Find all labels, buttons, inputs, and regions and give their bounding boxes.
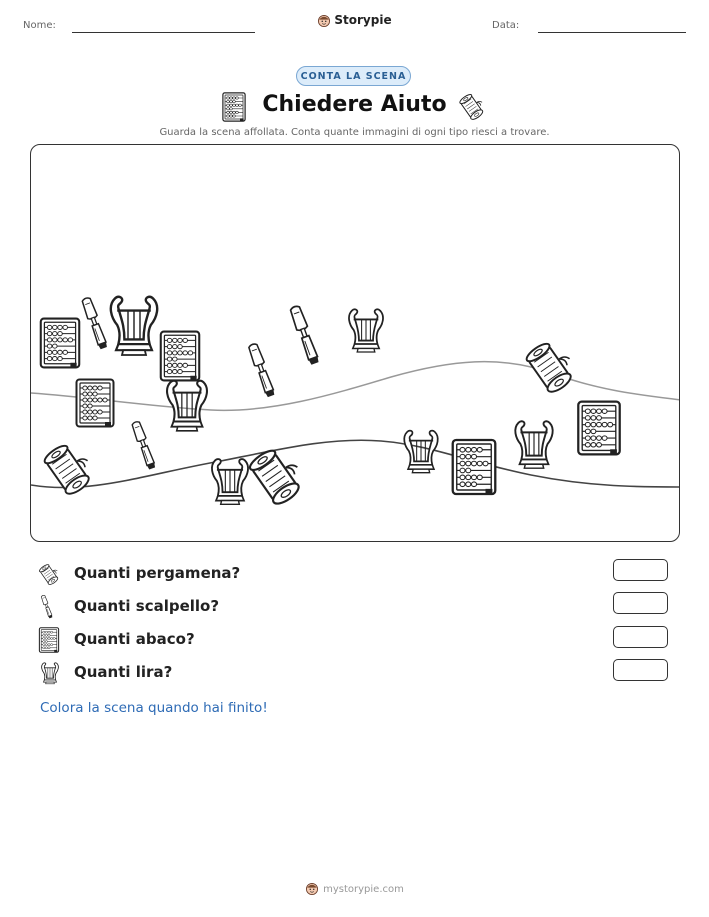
- scroll-icon: [458, 90, 488, 120]
- answer-box-lyre[interactable]: [613, 659, 668, 681]
- abacus-icon: [39, 317, 81, 369]
- brand: [0, 13, 709, 28]
- chisel-icon: [289, 303, 321, 369]
- question-text: Quanti abaco?: [74, 630, 195, 648]
- question-row: [38, 561, 678, 587]
- crowded-scene: [30, 144, 680, 542]
- lyre-icon: [344, 303, 388, 357]
- name-label: Nome:: [23, 20, 56, 31]
- chisel-icon: [248, 341, 276, 401]
- name-line[interactable]: [72, 32, 255, 33]
- question-text: Quanti lira?: [74, 663, 173, 681]
- date-line[interactable]: [538, 32, 686, 33]
- abacus-icon: [38, 627, 60, 653]
- abacus-icon: [75, 378, 115, 428]
- chisel-icon: [81, 295, 109, 353]
- lyre-icon: [38, 660, 62, 686]
- lyre-icon: [103, 289, 165, 361]
- activity-badge: CONTA LA SCENA: [296, 66, 411, 86]
- question-row: [38, 594, 678, 620]
- coloring-note: Colora la scena quando hai finito!: [40, 700, 268, 716]
- question-text: Quanti pergamena?: [74, 564, 241, 582]
- question-row: [38, 660, 678, 686]
- instructions: Guarda la scena affollata. Conta quante immagini di ogni tipo riesci a trovare.: [159, 127, 550, 138]
- scroll-icon: [41, 437, 99, 495]
- chisel-icon: [131, 419, 157, 473]
- page-title: Chiedere Aiuto: [262, 92, 447, 117]
- date-label: Data:: [492, 20, 520, 31]
- scroll-icon: [38, 561, 62, 585]
- lyre-icon: [399, 425, 443, 477]
- answer-box-scroll[interactable]: [613, 559, 668, 581]
- lyre-icon: [161, 374, 213, 436]
- storypie-logo-icon: [305, 882, 319, 896]
- question-text: Quanti scalpello?: [74, 597, 220, 615]
- scroll-icon: [246, 441, 310, 505]
- scroll-icon: [523, 335, 581, 393]
- site-url: mystorypie.com: [323, 884, 404, 895]
- chisel-icon: [38, 594, 56, 620]
- site-footer: [0, 882, 709, 896]
- lyre-icon: [509, 415, 559, 473]
- answer-box-chisel[interactable]: [613, 592, 668, 614]
- brand-name: Storypie: [334, 13, 392, 27]
- storypie-logo-icon: [317, 14, 331, 28]
- abacus-icon: [451, 438, 497, 496]
- abacus-icon: [576, 400, 622, 456]
- question-row: [38, 627, 678, 653]
- answer-box-abacus[interactable]: [613, 626, 668, 648]
